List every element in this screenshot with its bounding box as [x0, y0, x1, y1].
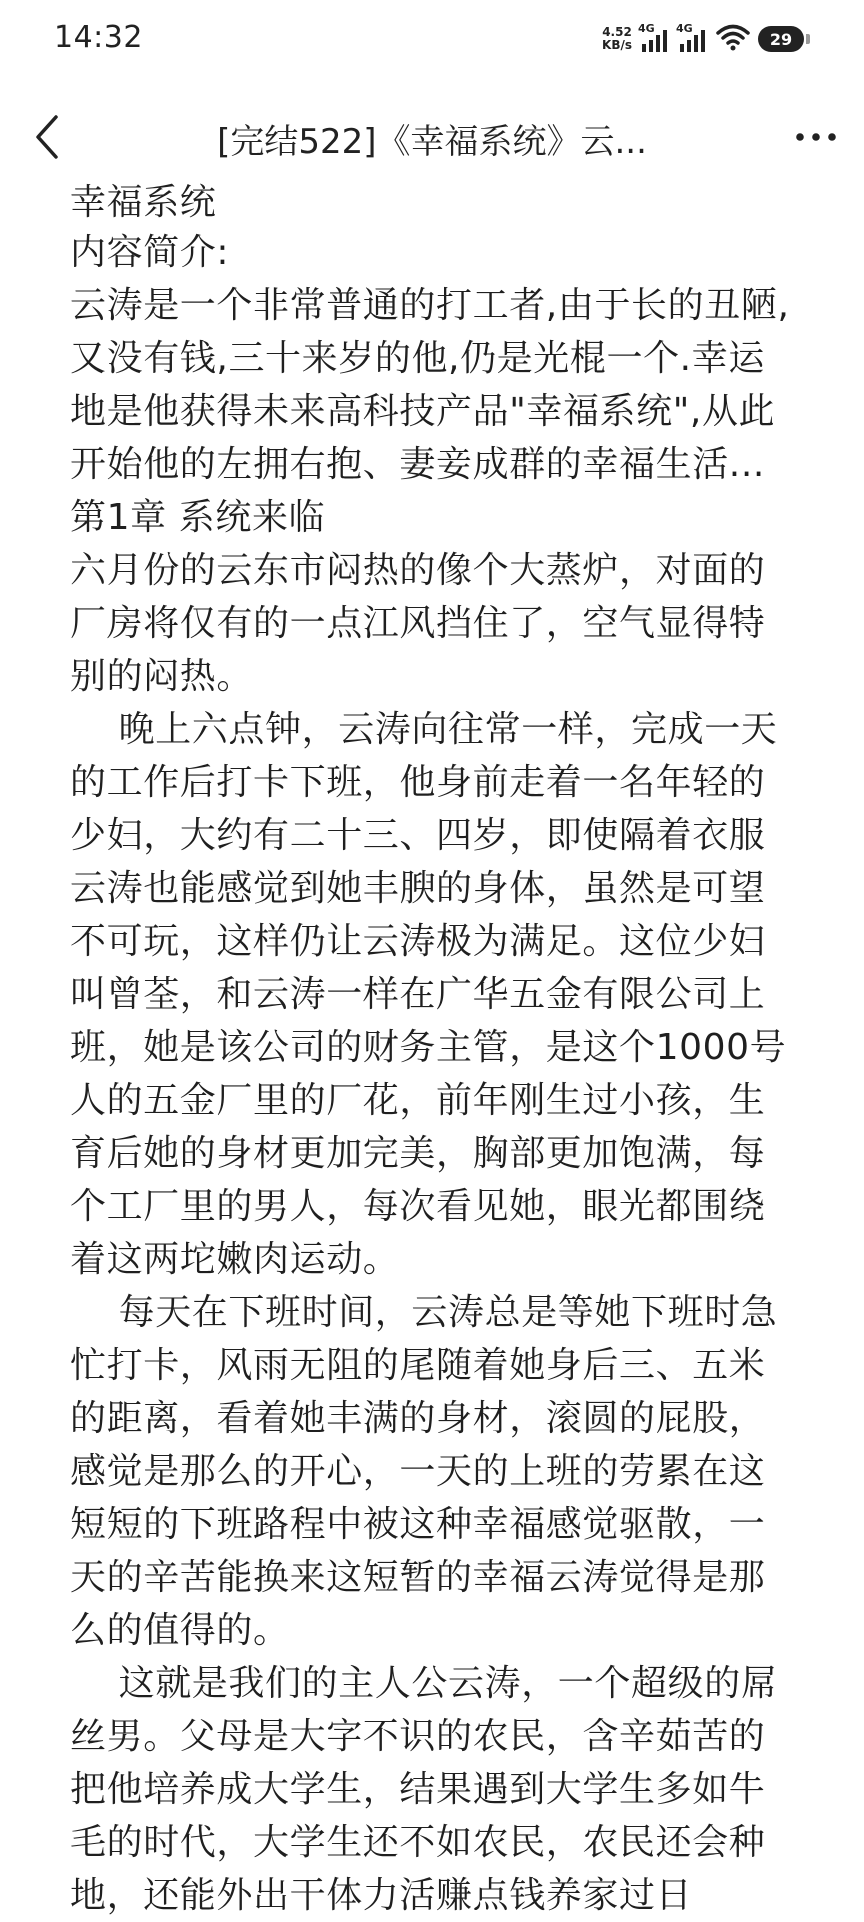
paragraph: 晚上六点钟，云涛向往常一样，完成一天的工作后打卡下班，他身前走着一名年轻的少妇，大约有二十三、四岁，即使隔着衣服云涛也能感觉到她丰腴的身体，虽然是可望不可玩，这样仍让云涛极为满足。这位少妇叫曾荃，和云涛一样在广华五金有限公司上班，她是该公司的财务主管，是这个1000号人的五金厂里的厂花，前年刚生过小孩，生育后她的身材更加完美，胸部更加饱满，每个工厂里的男人，每次看见她，眼光都围绕着这两坨嫩肉运动。 [70, 709, 787, 1280]
more-horizontal-icon [794, 131, 838, 143]
status-bar [0, 0, 864, 80]
intro-text: 云涛是一个非常普通的打工者,由于长的丑陋,又没有钱,三十来岁的他,仍是光棍一个.幸运地是他获得未来高科技产品"幸福系统",从此开始他的左拥右抱、妻妾成群的幸福生活... [70, 285, 790, 485]
signal-2-icon [678, 24, 708, 54]
page-title: [完结522]《幸福系统》云... [217, 122, 647, 162]
signal-2-label: 4G [676, 22, 693, 35]
nav-bar [0, 100, 864, 176]
signal-1-label: 4G [638, 22, 655, 35]
network-speed-value: 4.52 [602, 25, 632, 39]
network-speed-unit: KB/s [602, 38, 632, 52]
intro-heading: 内容简介: [70, 232, 230, 273]
reading-content [70, 180, 800, 1922]
status-time: 14:32 [54, 20, 143, 55]
paragraph: 这就是我们的主人公云涛，一个超级的屌丝男。父母是大字不识的农民，含辛茹苦的把他培养成大学生，结果遇到大学生多如牛毛的时代，大学生还不如农民，农民还会种地，还能外出干体力活赚点钱养家过日 [70, 1663, 778, 1916]
signal-1-icon [640, 24, 670, 54]
book-title: 幸福系统 [70, 182, 217, 223]
chapter-title: 第1章 系统来临 [70, 497, 326, 538]
wifi-icon [716, 23, 750, 55]
network-speed [602, 26, 632, 52]
battery-level: 29 [769, 29, 793, 49]
paragraph: 每天在下班时间，云涛总是等她下班时急忙打卡，风雨无阻的尾随着她身后三、五米的距离，看着她丰满的身材，滚圆的屁股，感觉是那么的开心，一天的上班的劳累在这短短的下班路程中被这种幸福感觉驱散，一天的辛苦能换来这短暂的幸福云涛觉得是那么的值得的。 [70, 1292, 778, 1651]
more-button[interactable] [788, 112, 844, 162]
status-icons [602, 22, 804, 56]
paragraph: 六月份的云东市闷热的像个大蒸炉，对面的厂房将仅有的一点江风挡住了，空气显得特别的闷热。 [70, 550, 766, 697]
chevron-left-icon [32, 114, 62, 160]
back-button[interactable] [22, 112, 72, 162]
battery-icon [758, 26, 804, 52]
